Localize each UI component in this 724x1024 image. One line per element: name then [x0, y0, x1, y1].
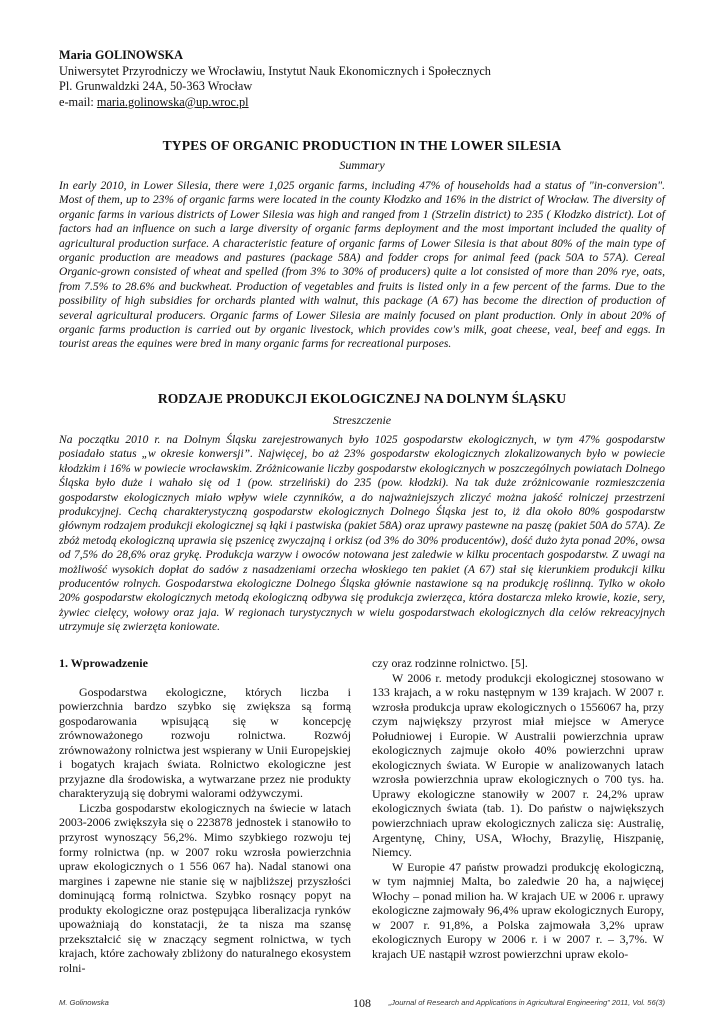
english-title: TYPES OF ORGANIC PRODUCTION IN THE LOWER SILESIA [162, 138, 562, 153]
footer-journal: „Journal of Research and Applications in Agricultural Engineering” 2011, Vol. 56(3) [388, 998, 665, 1007]
author-name: Maria GOLINOWSKA [59, 48, 183, 62]
author-block [59, 48, 679, 110]
streszczenie-label: Streszczenie [332, 413, 392, 427]
polish-abstract: Na początku 2010 r. na Dolnym Śląsku zarejestrowanych było 1025 gospodarstw ekologicznych, w tym 47% gospodarstw posiadało status „w okresie konwersji”. Najwięcej, bo aż 23% gospodarstw ekologicznych zlokalizowanych było w powiecie kłodzkim i 16% w powiecie wrocławskim. Zróżnicowanie liczby gospodarstw ekologicznych w poszczególnych powiatach Dolnego Śląska było duże i wahało się od 1 (pow. strzeliński) do 235 (pow. kłodzki). Na tak duże zróżnicowanie rozmieszczenia gospodarstw ekologicznych miało wpływ wiele czynników, a do najważniejszych zliczyć można jakość rolniczej przestrzeni produkcyjnej. Cechą charakterystyczną gospodarstw ekologicznych Dolnego Śląska jest to, iż dla około 80% gospodarstw głównym rodzajem produkcji ekologicznej są łąki i pastwiska (pakiet 58A) oraz uprawy pastewne na paszę (pakiet 50A do 57A). Ze zbóż metodą ekologiczną uprawia się pszenicę zwyczajną i orkisz (od 3% do 30% producentów), dość dużo żyta ponad 20%, owsa od 7,5% do 28,6% oraz grykę. Produkcja warzyw i owoców notowana jest zaledwie w kilku procentach gospodarstw. Z uwagi na możliwość wysokich dopłat do sadów z nasadzeniami orzecha włoskiego ten pakiet (A 67) stał się kierunkiem produkcji kilku producentów rolnych. Gospodarstwa ekologiczne Dolnego Śląska głównie nastawione są na produkcję roślinną. Tylko w około 20% gospodarstw ekologicznych metodą ekologiczną odbywa się produkcja zwierzęca, która dostarcza mleko krowie, kozie, sery, żywiec cielęcy, wołowy oraz jaja. W regionach turystycznych w wielu gospodarstwach ekologicznych dla celów rekreacyjnych utrzymuje się zwierzęta koniowate. [59, 434, 665, 634]
author-affiliation: Uniwersytet Przyrodniczy we Wrocławiu, Instytut Nauk Ekonomicznych i Społecznych [59, 63, 491, 78]
body-column-right [372, 656, 664, 961]
summary-label: Summary [339, 158, 385, 172]
body-paragraph: Liczba gospodarstw ekologicznych na świecie w latach 2003-2006 zwiększyła się o 223878 jednostek i stanowiło to przyrost wynoszący 56,2%. Mimo szybkiego rozwoju tej formy rolnictwa (np. w 2007 roku wzrosła powierzchnia upraw ekologicznych o 1 556 067 ha). Nadal stanowi ona margines i zapewne nie stanie się w najbliższej przyszłości dominującą formą rolnictwa. Szybko rosnący popyt na produkty ekologiczne oraz postępująca liberalizacja rynków upoważniają do konstatacji, że ta nisza ma szansę przekształcić się w znaczący segment rolnictwa, w tych krajach, które zachowały zbliżony do naturalnego ekosystem rolni- [59, 800, 351, 975]
body-paragraph: W 2006 r. metody produkcji ekologicznej stosowano w 133 krajach, a w roku następnym w 139 krajach. W 2007 r. wzrosła produkcja upraw ekologicznych o 1556067 ha, przy czym największy przyrost miał miejsce w Ameryce Południowej i Europie. W Australii powierzchnia upraw ekologicznych zajmuje około 40% powierzchni upraw ekologicznych świata. W Europie w analizowanych latach wzrosła powierzchnia upraw ekologicznych o 700 tys. ha. Uprawy ekologiczne stanowiły w 2007 r. 24,2% upraw ekologicznych świata (tab. 1). Do państw o największych powierzchniach upraw ekologicznych zalicza się: Australię, Argentynę, Chiny, USA, Włochy, Brazylię, Hiszpanię, Niemcy. [372, 670, 664, 860]
body-paragraph: czy oraz rodzinne rolnictwo. [5]. [372, 656, 528, 670]
body-column-left [59, 656, 351, 975]
author-email-line [59, 95, 679, 111]
english-abstract: In early 2010, in Lower Silesia, there were 1,025 organic farms, including 47% of households had a status of "in-conversion". Most of them, up to 23% of organic farms were located in the county Kłodzko and 16% in the district of Wrocław. The diversity of organic farms in various districts of Lower Silesia was high and ranged from 1 (Strzelin district) to 235 ( Kłodzko district). Lot of factors had an influence on such a large diversity of organic farms deployment and the most important included the quality of agricultural production surface. A characteristic feature of organic farms of Lower Silesia is that about 80% of the main type of organic production are meadows and pastures (package 58A) and fodder crops for animal feed (pack 50A to 57A). Cereal Organic-grown consisted of wheat and spelled (from 3% to 30% of producers) quite a lot consisted of more than 20% rye, oats, from 7.5% to 28.6% and buckwheat. Production of vegetables and fruits is listed only in a few percent of the farms. Due to the possibility of high subsidies for orchards planted with walnut, this package (A 67) has become the direction of production of several agricultural producers. Organic farms of Lower Silesia are mainly focused on plant production. Only in about 20% of organic farms production is carried out by organic livestock, which provides cow's milk, goat cheese, veal, beef and eggs. In tourist areas the equines were bred in many organic farms for recreational purposes. [59, 180, 665, 351]
body-paragraph: Gospodarstwa ekologiczne, których liczba i powierzchnia bardzo szybko się zwiększa są formą gospodarowania wpisującą się w koncepcję zrównoważonego rozwoju rolnictwa. Rozwój zrównoważony rolnictwa jest wspierany w Unii Europejskiej i bogatych krajach świata. Rolnictwo ekologiczne jest przyjazne dla środowiska, a wytwarzane przez nie produkty charakteryzują się dobrymi walorami odżywczymi. [59, 684, 351, 801]
polish-title: RODZAJE PRODUKCJI EKOLOGICZNEJ NA DOLNYM ŚLĄSKU [157, 391, 567, 406]
section-heading: 1. Wprowadzenie [59, 656, 148, 670]
footer-author: M. Golinowska [59, 998, 109, 1007]
body-paragraph: W Europie 47 państw prowadzi produkcję ekologiczną, w tym najmniej Malta, bo zaledwie 20 ha, a najwięcej Włochy – ponad milion ha. W krajach UE w 2006 r. uprawy ekologiczne zajmowały 96,4% upraw ekologicznych Europy, w 2007 r. 91,8%, a Polska zajmowała 3,2% upraw ekologicznych Europy w 2006 r. i w 2007 r. – 3,7%. W krajach UE nastąpił wzrost powierzchni upraw ekolo- [372, 859, 664, 961]
author-address: Pl. Grunwaldzki 24A, 50-363 Wrocław [59, 79, 253, 93]
email-link[interactable]: maria.golinowska@up.wroc.pl [96, 94, 249, 109]
email-prefix: e-mail: [59, 94, 97, 109]
page-number: 108 [353, 996, 371, 1010]
